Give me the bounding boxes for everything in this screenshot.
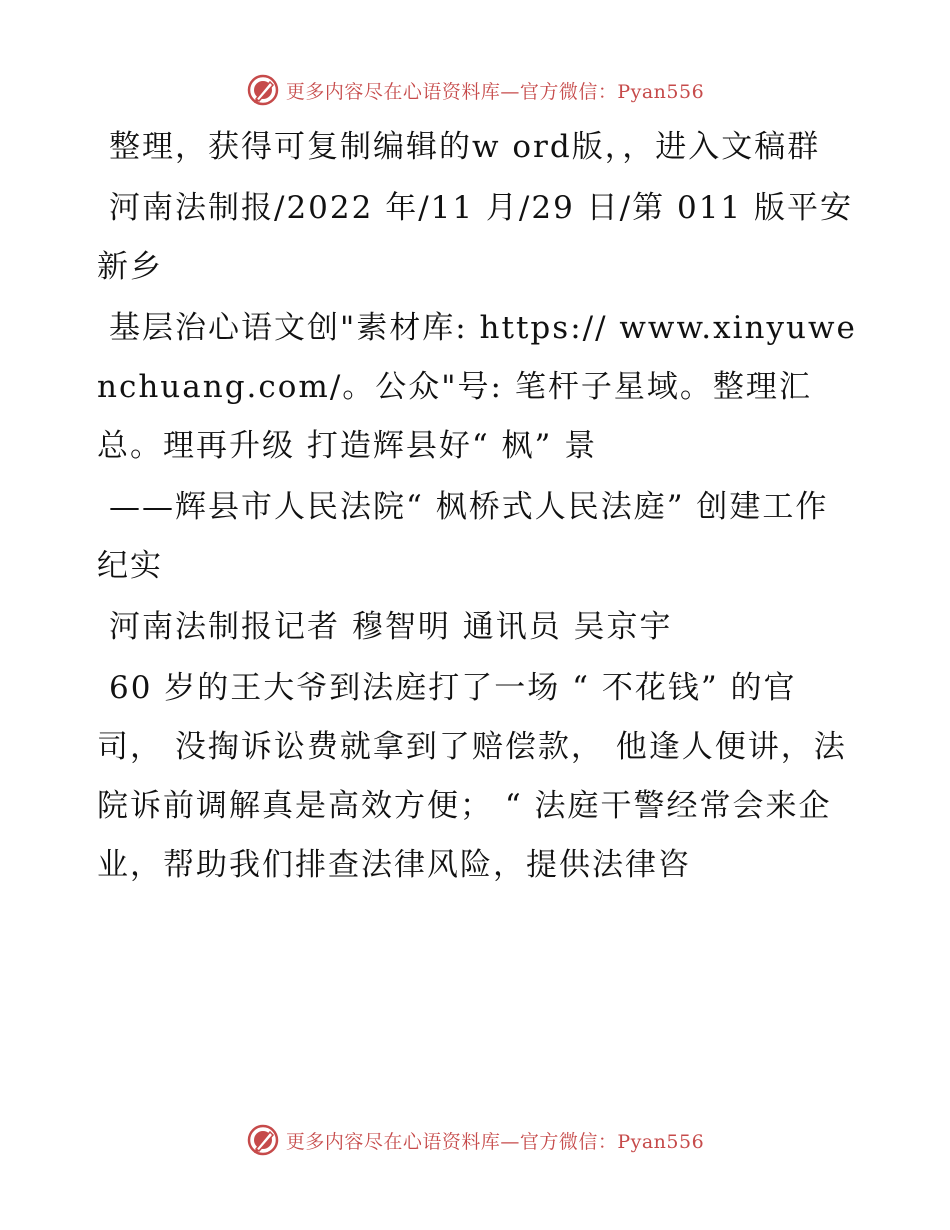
paragraph-body: 60 岁的王大爷到法庭打了一场 “ 不花钱” 的官司， 没掏诉讼费就拿到了赔偿款， 他逢人便讲，法院诉前调解真是高效方便； “ 法庭干警经常会来企业，帮助我们排查法律风险，提供法律咨 (97, 670, 847, 883)
pen-logo-icon (246, 1123, 280, 1157)
footer-banner-text: 更多内容尽在心语资料库—官方微信：Pyan556 (285, 1130, 705, 1153)
header-banner (0, 70, 950, 110)
paragraph-intro: 整理，获得可复制编辑的w ord版，，进入文稿群 (109, 129, 821, 165)
paragraph-source: 河南法制报/2022 年/11 月/29 日/第 011 版平安新乡 (97, 190, 854, 285)
footer-banner (0, 1120, 950, 1160)
header-banner-text: 更多内容尽在心语资料库—官方微信：Pyan556 (285, 80, 705, 103)
paragraph-byline: 河南法制报记者 穆智明 通讯员 吴京宇 (109, 609, 673, 645)
paragraph-subtitle: ——辉县市人民法院“ 枫桥式人民法庭” 创建工作纪实 (97, 489, 829, 584)
pen-logo-icon (246, 73, 280, 107)
paragraph-title: 基层治心语文创"素材库: https:// www.xinyuwenchuang.com/。公众"号: 笔杆子星域。整理汇总。理再升级 打造辉县好“ 枫” 景 (97, 310, 857, 464)
document-body (97, 118, 857, 897)
